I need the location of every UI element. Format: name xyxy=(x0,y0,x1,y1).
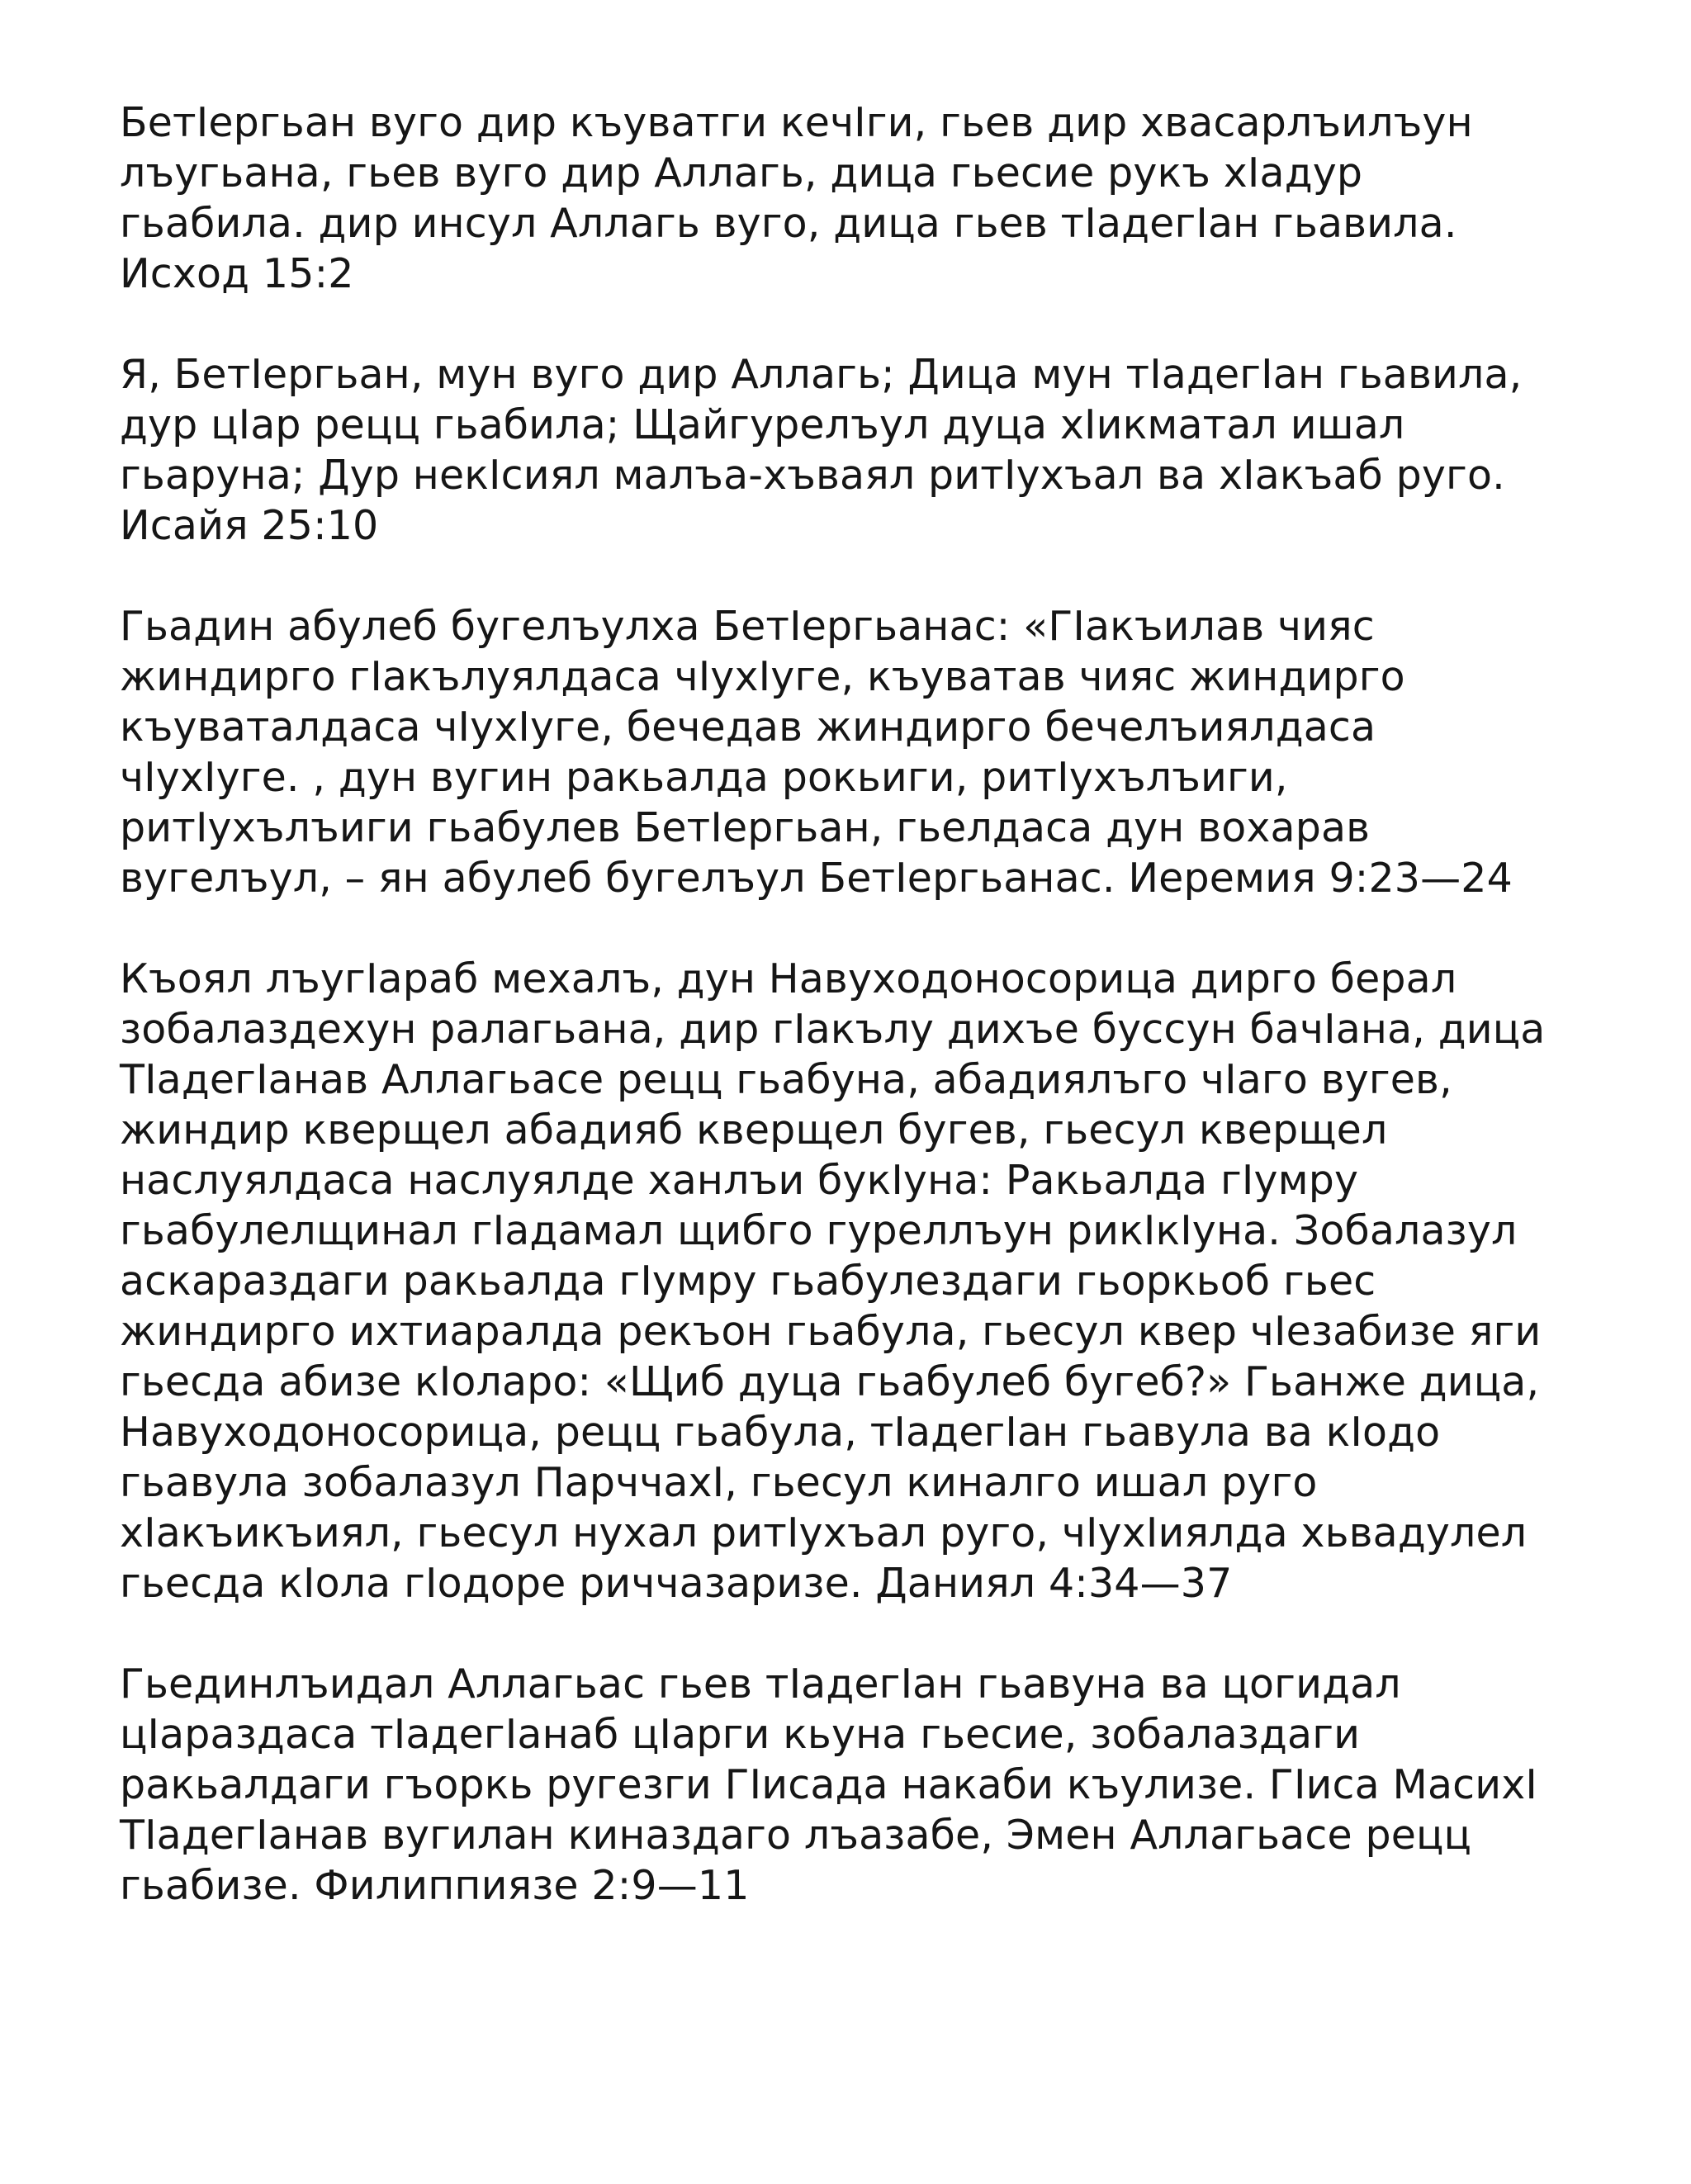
text-line: Исайя 25:10 xyxy=(120,502,379,549)
text-line: наслуялдаса наслуялде ханлъи букӀуна: Ракьалда гӀумру xyxy=(120,1157,1359,1204)
text-line: гьавула зобалазул ПарччахӀ, гьесул киналго ишал руго xyxy=(120,1459,1318,1506)
text-line: гьабизе. Филиппиязе 2:9—11 xyxy=(120,1862,750,1909)
text-line: гьесда абизе кӀоларо: «Щиб дуца гьабулеб бугеб?» Гьанже дица, xyxy=(120,1358,1540,1405)
text-line: ТӀадегӀанав Аллагьасе рецц гьабуна, абадиялъго чӀаго вугев, xyxy=(120,1056,1452,1103)
text-line: лъугьана, гьев вуго дир Аллагь, дица гьесие рукъ хӀадур xyxy=(120,149,1363,197)
text-line: зобалаздехун ралагьана, дир гӀакълу дихъе буссун бачӀана, дица xyxy=(120,1006,1546,1053)
text-line: БетӀергьан вуго дир къуватги кечӀги, гьев дир хвасарлъилъун xyxy=(120,99,1473,146)
text-line: гьабулелщинал гӀадамал щибго гуреллъун рикӀкӀуна. Зобалазул xyxy=(120,1207,1518,1254)
paragraph-philippians-2-9-11 xyxy=(120,1659,1581,1911)
text-line: Я, БетӀергьан, мун вуго дир Аллагь; Дица мун тӀадегӀан гьавила, xyxy=(120,351,1523,398)
text-line: Исход 15:2 xyxy=(120,250,354,297)
text-line: Гьединлъидал Аллагьас гьев тӀадегӀан гьавуна ва цогидал xyxy=(120,1661,1401,1708)
text-line: цӀараздаса тӀадегӀанаб цӀарги кьуна гьесие, зобалаздаги xyxy=(120,1711,1361,1758)
text-line: жиндир кверщел абадияб кверщел бугев, гьесул кверщел xyxy=(120,1106,1388,1154)
text-line: Навуходоносорица, рецц гьабула, тӀадегӀан гьавула ва кӀодо xyxy=(120,1409,1441,1456)
text-line: къуваталдаса чӀухӀуге, бечедав жиндирго бечелъиялдаса xyxy=(120,704,1376,751)
text-line: аскараздаги ракьалда гӀумру гьабулездаги гьоркьоб гьес xyxy=(120,1258,1376,1305)
text-line: вугелъул, – ян абулеб бугелъул БетӀергьанас. Иеремия 9:23—24 xyxy=(120,855,1513,902)
paragraph-isaiah-25-10 xyxy=(120,349,1581,551)
text-line: Къоял лъугӀараб мехалъ, дун Навуходоносорица дирго берал xyxy=(120,955,1457,1002)
text-line: ракьалдаги гъоркь ругезги ГӀисада накаби къулизе. ГӀиса МасихӀ xyxy=(120,1761,1537,1808)
paragraph-daniel-4-34-37 xyxy=(120,954,1581,1608)
text-line: чӀухӀуге. , дун вугин ракьалда рокьиги, ритӀухълъиги, xyxy=(120,754,1288,801)
paragraph-jeremiah-9-23-24 xyxy=(120,601,1581,903)
text-line: дур цӀар рецц гьабила; Щайгурелъул дуца хӀикматал ишал xyxy=(120,401,1405,448)
text-line: гьаруна; Дур некӀсиял малъа-хъваял ритӀухъал ва хӀакъаб руго. xyxy=(120,452,1505,499)
text-line: ТӀадегӀанав вугилан киназдаго лъазабе, Эмен Аллагьасе рецц xyxy=(120,1812,1472,1859)
text-line: ритӀухълъиги гьабулев БетӀергьан, гьелдаса дун вохарав xyxy=(120,804,1371,851)
paragraph-exodus-15-2 xyxy=(120,97,1581,299)
text-line: жиндирго гӀакълуялдаса чӀухӀуге, къуватав чияс жиндирго xyxy=(120,653,1405,700)
text-line: Гьадин абулеб бугелъулха БетӀергьанас: «ГӀакъилав чияс xyxy=(120,603,1375,650)
text-line: гьабила. дир инсул Аллагь вуго, дица гьев тӀадегӀан гьавила. xyxy=(120,200,1457,247)
document-page xyxy=(120,97,1581,1961)
text-line: гьесда кӀола гӀодоре риччазаризе. Даниял 4:34—37 xyxy=(120,1560,1233,1607)
text-line: хӀакъикъиял, гьесул нухал ритӀухъал руго, чӀухӀиялда хьвадулел xyxy=(120,1509,1528,1556)
text-line: жиндирго ихтиаралда рекъон гьабула, гьесул квер чӀезабизе яги xyxy=(120,1308,1542,1355)
